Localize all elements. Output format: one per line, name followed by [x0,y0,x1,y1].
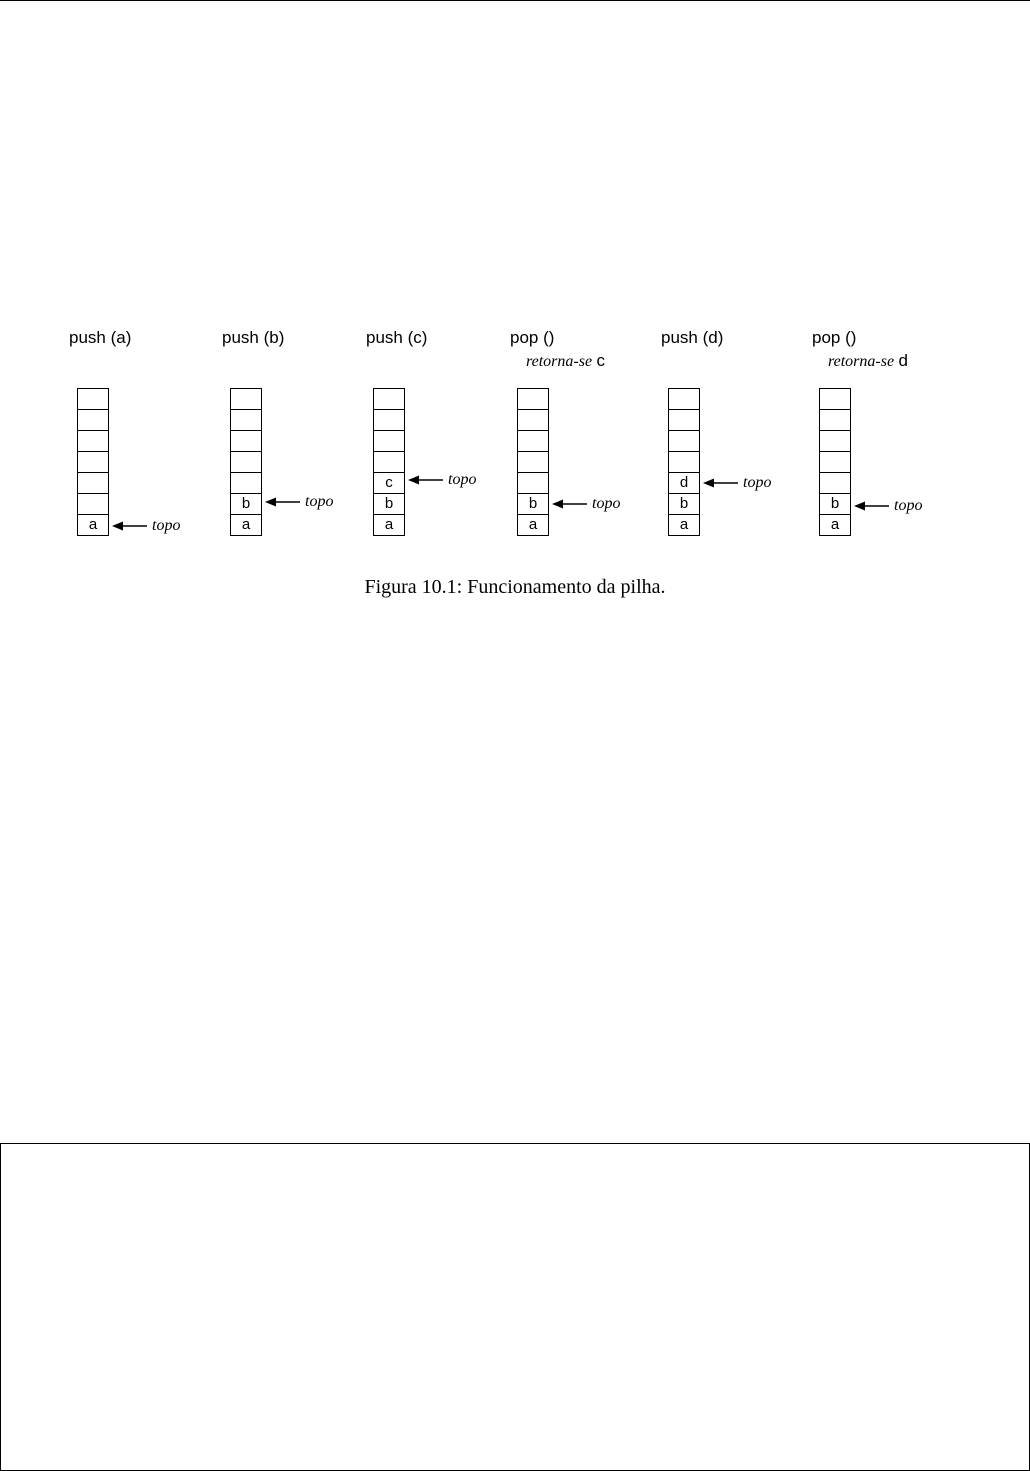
operation-label: push (b) [222,328,285,347]
stack-cell [374,452,404,473]
stack-diagram [0,0,1030,620]
stack-cell [78,389,108,410]
stack-cell [374,410,404,431]
stack-cell: d [669,473,699,494]
top-pointer [854,496,922,516]
stack-cell [518,452,548,473]
stack-cell [820,431,850,452]
stack-cell [231,431,261,452]
return-note [526,351,605,371]
stack-cell [231,473,261,494]
topo-label: topo [592,495,621,512]
stack-cell [820,473,850,494]
stack-cell [78,431,108,452]
stack-cell: a [231,515,261,536]
stack-cell: b [518,494,548,515]
operation-label: pop () [812,328,857,347]
return-note-text: retorna-se [828,353,895,370]
arrow-left-icon [854,500,890,512]
stack-cell [231,389,261,410]
stack-cell [518,473,548,494]
return-note [828,351,908,371]
top-pointer [552,494,620,514]
operation-label: push (a) [69,328,132,347]
stack-cell [669,410,699,431]
stack-cell [78,494,108,515]
return-value: c [596,351,606,370]
stack-cell [669,389,699,410]
stack-cell [518,431,548,452]
arrow-left-icon [552,498,588,510]
topo-label: topo [152,517,181,534]
stack-cell [820,452,850,473]
stack [517,388,549,536]
top-pointer [265,492,333,512]
operation-label: push (c) [366,328,428,347]
stack-cell [374,431,404,452]
topo-label: topo [448,471,477,488]
stack-cell [231,410,261,431]
stack-cell: b [669,494,699,515]
stack-cell [78,410,108,431]
stack-cell [374,389,404,410]
operation-label: pop () [510,328,555,347]
top-pointer [408,470,476,490]
arrow-left-icon [408,474,444,486]
stack-cell: a [78,515,108,536]
return-value: d [898,351,908,370]
top-pointer [703,473,771,493]
stack-cell: b [374,494,404,515]
stack-cell: a [518,515,548,536]
arrow-left-icon [703,477,739,489]
stack-cell [518,410,548,431]
stack-cell [820,389,850,410]
stack [668,388,700,536]
stack-cell: a [669,515,699,536]
stack-cell: a [820,515,850,536]
stack-cell [669,452,699,473]
stack-cell [669,431,699,452]
arrow-left-icon [265,496,301,508]
stack-cell: c [374,473,404,494]
stack [819,388,851,536]
stack [77,388,109,536]
return-note-text: retorna-se [526,353,593,370]
bottom-box [0,1143,1030,1471]
stack [230,388,262,536]
operation-label: push (d) [661,328,724,347]
top-pointer [112,516,180,536]
arrow-left-icon [112,520,148,532]
stack-cell [78,452,108,473]
stack-cell: b [820,494,850,515]
figure-caption: Figura 10.1: Funcionamento da pilha. [364,576,666,598]
stack-cell [78,473,108,494]
stack-cell [820,410,850,431]
topo-label: topo [305,493,334,510]
stack-cell: a [374,515,404,536]
stack-cell [231,452,261,473]
topo-label: topo [894,497,923,514]
stack [373,388,405,536]
topo-label: topo [743,474,772,491]
stack-cell: b [231,494,261,515]
stack-cell [518,389,548,410]
